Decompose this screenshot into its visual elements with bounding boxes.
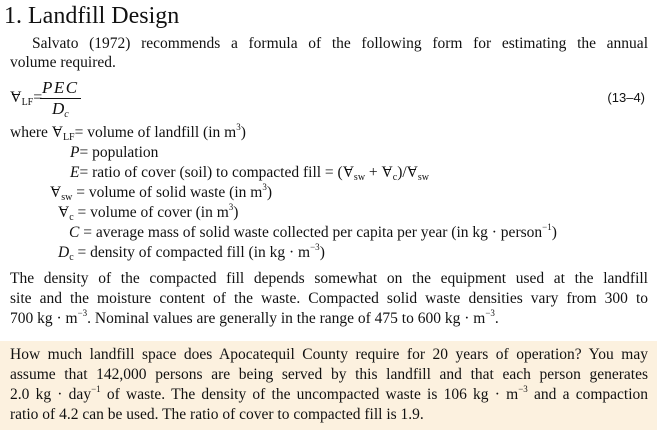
- text: . Nominal values are generally in the range of 475 to 600 kg · m: [87, 310, 486, 327]
- definition-vlf: [10, 124, 246, 142]
- subscript: c: [69, 252, 74, 263]
- superscript: −3: [77, 308, 88, 318]
- definition-vc: [58, 204, 238, 222]
- problem-line-4: ratio of 4.2 can be used. The ratio of cover to compacted fill is 1.9.: [10, 406, 424, 423]
- lhs-subscript: LF: [21, 97, 34, 108]
- definition-p: [70, 144, 158, 162]
- intro-line-1: Salvato (1972) recommends a formula of the following form for estimating the annual: [32, 35, 648, 52]
- problem-line-1: How much landfill space does Apocatequil County require for 20 years of operation? You may: [10, 346, 648, 363]
- denominator: [40, 99, 81, 119]
- symbol: P: [70, 144, 80, 161]
- volume-symbol: V: [406, 164, 418, 181]
- symbol: V: [51, 124, 63, 141]
- numerator: PEC: [42, 78, 79, 97]
- definition-text: = ratio of cover (soil) to compacted fill = (: [79, 164, 343, 181]
- superscript: −3: [485, 308, 495, 318]
- superscript: −3: [310, 242, 320, 252]
- equation-number: (13–4): [607, 90, 645, 105]
- paragraph-line-2: site and the moisture content of the waste. Compacted solid waste densities vary from 300 to: [10, 290, 648, 307]
- subscript: c: [392, 172, 398, 183]
- text: .: [494, 310, 499, 327]
- definition-end: ): [319, 244, 325, 261]
- definition-text: = average mass of solid waste collected per capita per year (in kg · person: [79, 224, 543, 241]
- section-title: 1. Landfill Design: [4, 3, 180, 29]
- symbol: C: [69, 224, 80, 241]
- volume-symbol: V: [381, 164, 393, 181]
- subscript: c: [69, 212, 74, 223]
- definition-end: ): [233, 204, 239, 221]
- symbol: V: [58, 204, 70, 221]
- text: 2.0 kg · day: [10, 386, 92, 403]
- denominator-symbol: D: [51, 99, 65, 118]
- text: 700 kg · m: [10, 310, 78, 327]
- definition-end: ): [551, 224, 557, 241]
- definition-text: = density of compacted fill (in kg · m: [73, 244, 311, 261]
- definition-end: ): [266, 184, 272, 201]
- equation-lhs: [10, 89, 42, 107]
- symbol: V: [50, 184, 62, 201]
- superscript: −3: [518, 384, 528, 394]
- definition-text: = population: [79, 144, 159, 161]
- volume-symbol: V: [342, 164, 354, 181]
- equals-sign: =: [33, 89, 43, 106]
- superscript: 3: [228, 202, 234, 212]
- definition-c: [69, 224, 557, 242]
- symbol: E: [70, 164, 80, 181]
- superscript: 3: [262, 182, 267, 192]
- subscript: sw: [417, 172, 429, 183]
- equation-fraction: [40, 78, 81, 119]
- subscript: sw: [61, 192, 73, 203]
- definition-text: = volume of cover (in m: [73, 204, 229, 221]
- symbol: D: [58, 244, 70, 261]
- plus: +: [365, 164, 382, 181]
- paragraph-line-1: The density of the compacted fill depends somewhat on the equipment used at the landfill: [10, 270, 648, 287]
- superscript: −1: [542, 222, 552, 232]
- subscript: sw: [353, 172, 366, 183]
- superscript: 3: [236, 122, 241, 132]
- definition-end: ): [240, 124, 246, 141]
- subscript: LF: [62, 132, 75, 143]
- paragraph-line-3: [10, 310, 648, 328]
- divide: )/: [397, 164, 407, 181]
- problem-line-2: assume that 142,000 persons are being served by this landfill and that each person generates: [10, 366, 648, 383]
- where-label: where: [10, 124, 48, 141]
- text: of waste. The density of the uncompacted waste is 106 kg · m: [100, 386, 519, 403]
- definition-text: = volume of solid waste (in m: [72, 184, 263, 201]
- definition-text: = volume of landfill (in m: [74, 124, 237, 141]
- intro-line-2: volume required.: [10, 54, 116, 71]
- denominator-subscript: c: [64, 109, 69, 120]
- definition-vsw: [50, 184, 272, 202]
- definition-e: [70, 164, 429, 182]
- superscript: −1: [91, 384, 101, 394]
- text: and a compaction: [527, 386, 649, 403]
- volume-symbol: V: [10, 89, 22, 106]
- problem-line-3: [10, 386, 648, 404]
- definition-dc: [58, 244, 325, 262]
